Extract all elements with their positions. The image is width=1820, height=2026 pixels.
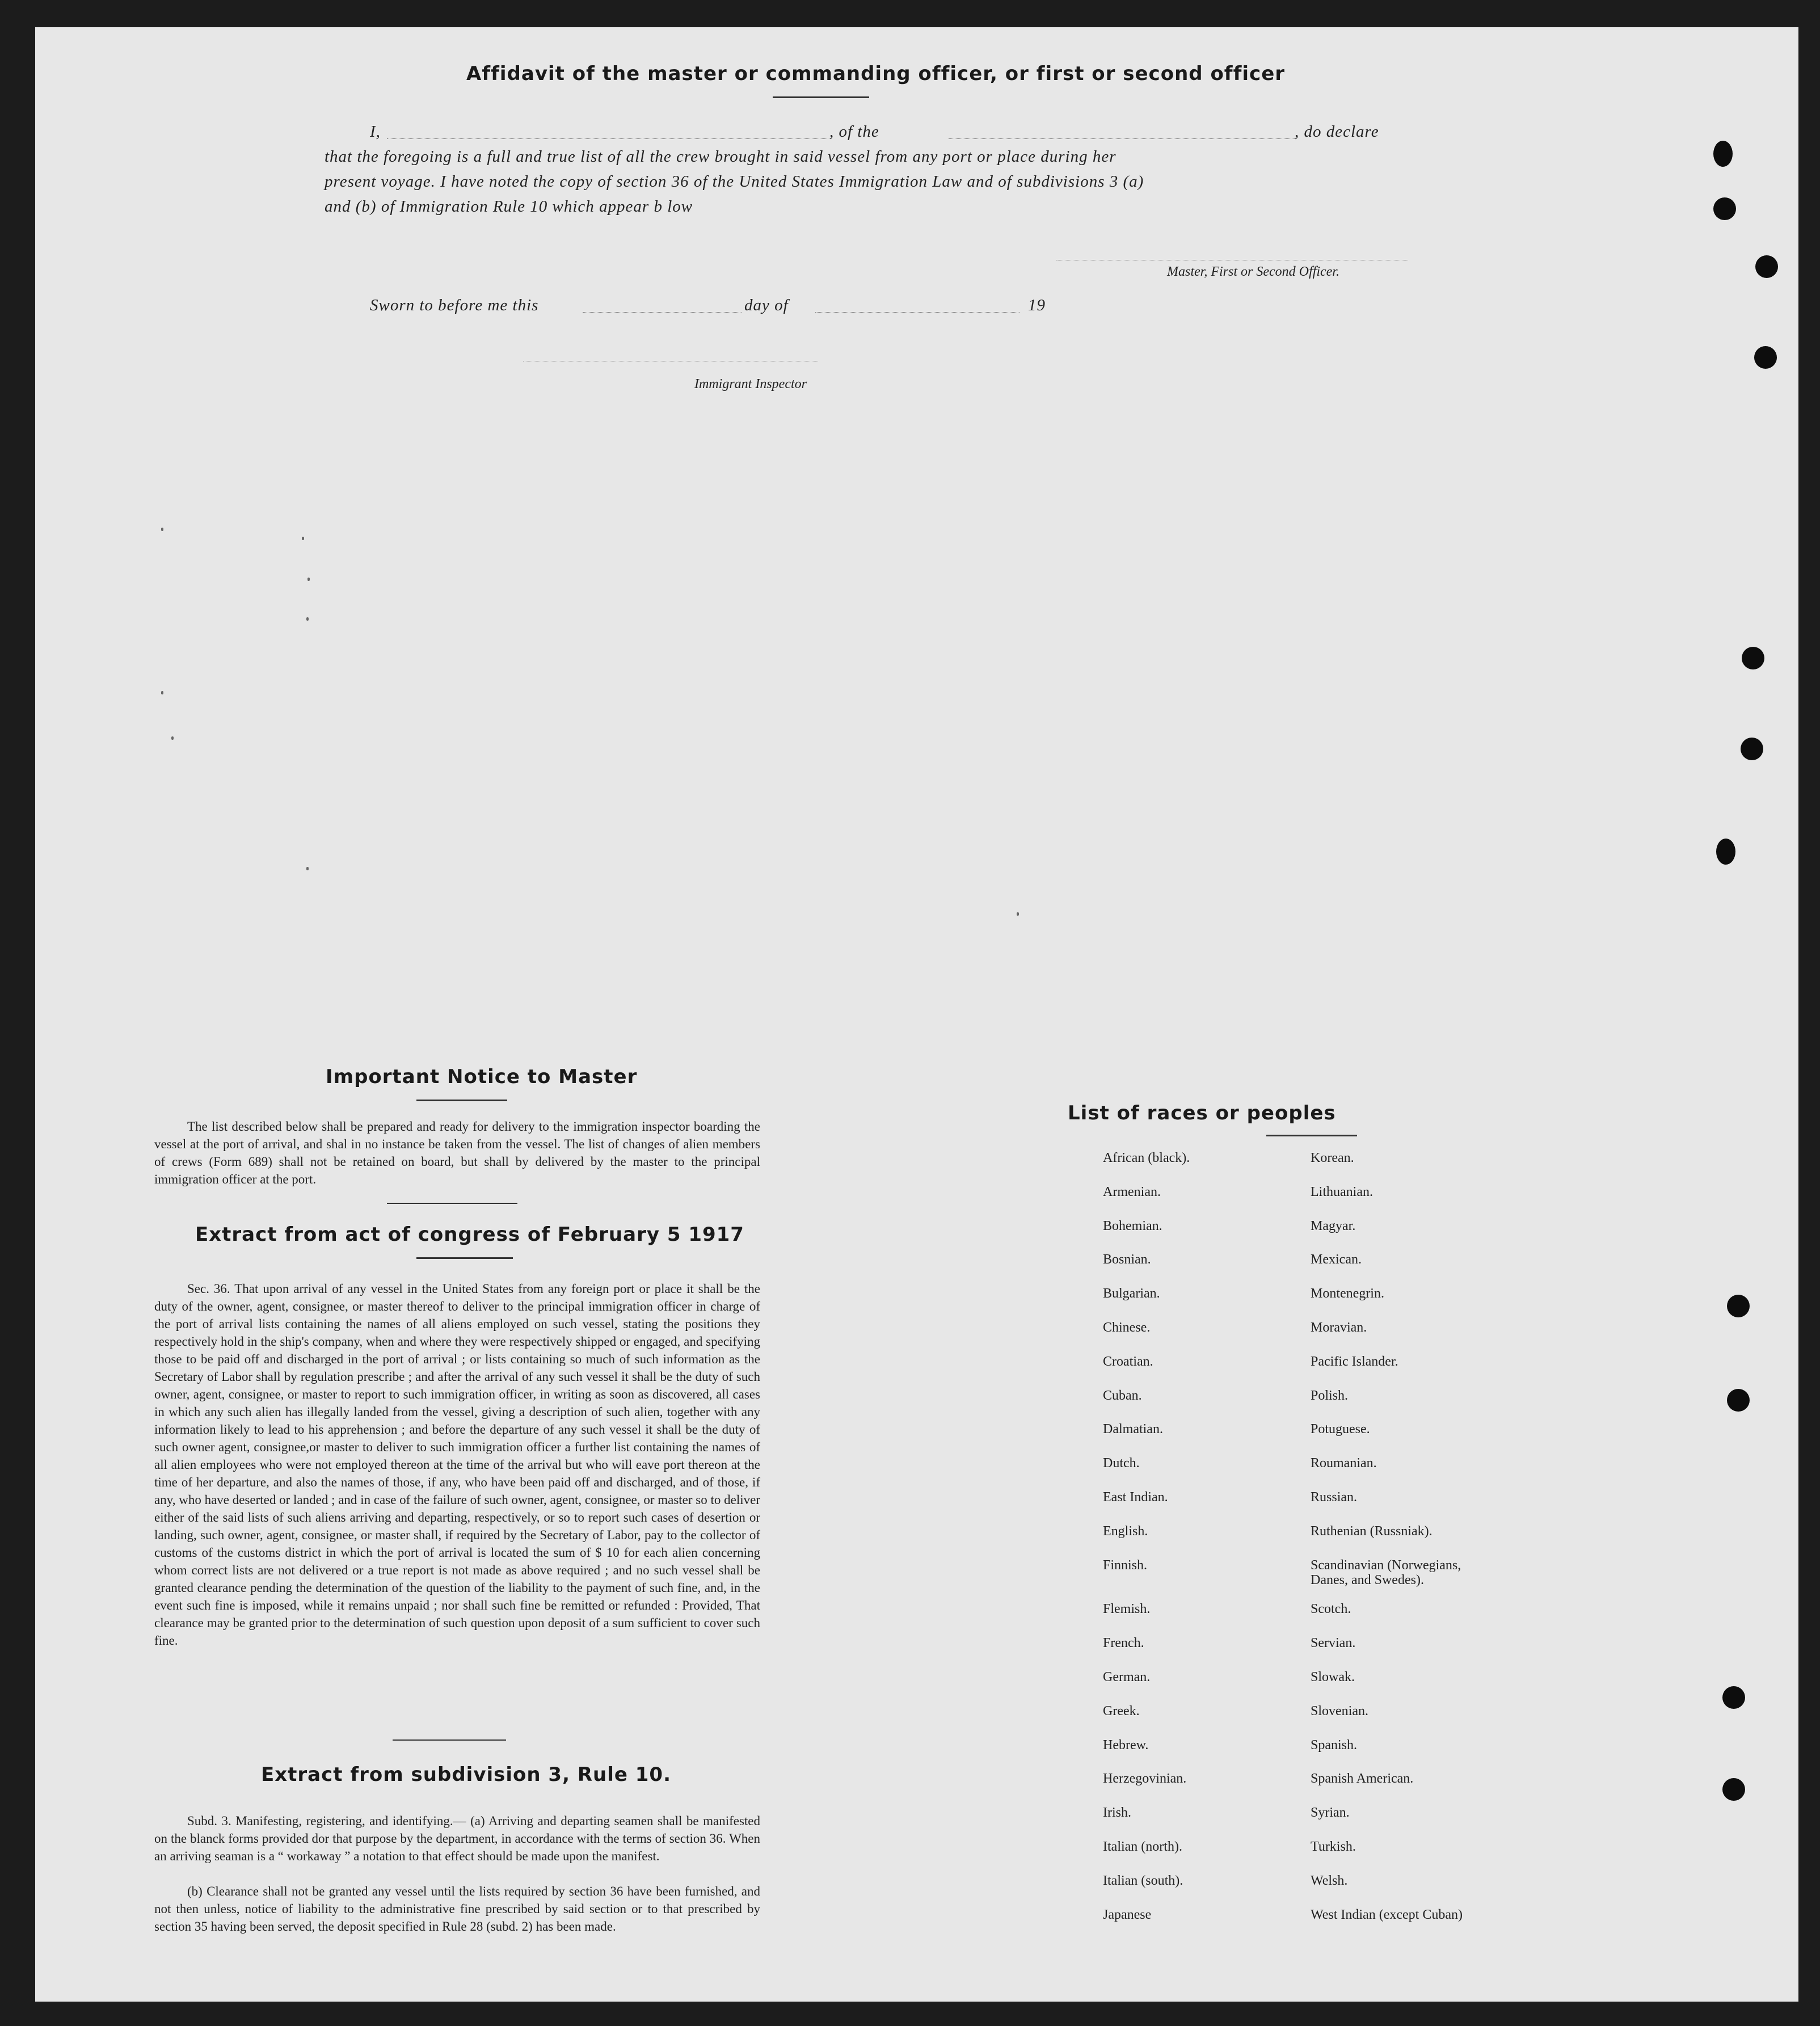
affidavit-of-label: , of the — [829, 123, 879, 141]
sworn-label: Sworn to before me this — [370, 296, 539, 314]
affidavit-title: Affidavit of the master or commanding officer, or first or second officer — [466, 62, 1286, 85]
race-item: Montenegrin. — [1311, 1286, 1384, 1301]
binder-hole — [1742, 647, 1764, 669]
race-item: Servian. — [1311, 1636, 1356, 1651]
race-item: African (black). — [1103, 1151, 1190, 1165]
affidavit-title-rule — [773, 96, 869, 98]
binder-hole — [1713, 197, 1736, 220]
rule10-title: Extract from subdivision 3, Rule 10. — [261, 1763, 672, 1786]
affidavit-line-4: and (b) of Immigration Rule 10 which appear b low — [325, 197, 693, 216]
sworn-day-blank[interactable] — [583, 312, 742, 313]
race-item: Mexican. — [1311, 1252, 1362, 1267]
race-item: Spanish American. — [1311, 1771, 1414, 1787]
race-item: Slovenian. — [1311, 1703, 1368, 1718]
binder-hole — [1727, 1389, 1750, 1412]
binder-hole — [1722, 1686, 1745, 1709]
column-dot — [306, 867, 309, 870]
race-item: Scandinavian (Norwegians, Danes, and Swedes). — [1311, 1557, 1461, 1587]
notice-separator — [387, 1203, 517, 1204]
affidavit-line-3: present voyage. I have noted the copy of section 36 of the United States Immigration Law and of subdivisions 3 (a) — [325, 172, 1144, 191]
race-item: Korean. — [1311, 1151, 1354, 1165]
document-sheet — [35, 27, 1798, 2002]
act-title: Extract from act of congress of February 5 1917 — [195, 1223, 744, 1246]
race-item: Chinese. — [1103, 1320, 1151, 1335]
race-item: Italian (north). — [1103, 1839, 1182, 1854]
notice-title-rule — [416, 1100, 507, 1101]
race-item: Polish. — [1311, 1388, 1349, 1403]
master-signature-label: Master, First or Second Officer. — [1167, 264, 1339, 279]
race-item: East Indian. — [1103, 1490, 1168, 1505]
race-item: Croatian. — [1103, 1354, 1153, 1369]
race-item: Greek. — [1103, 1703, 1140, 1718]
race-item: English. — [1103, 1523, 1148, 1539]
race-item: Japanese — [1103, 1907, 1152, 1922]
binder-hole — [1713, 141, 1733, 167]
column-dot — [306, 617, 309, 621]
name-blank[interactable] — [387, 138, 829, 139]
race-item: French. — [1103, 1636, 1144, 1651]
race-item: German. — [1103, 1670, 1151, 1684]
act-text: Sec. 36. That upon arrival of any vessel in the United States from any foreign port or place it shall be the duty of the owner, agent, consignee, or master thereof to deliver to the principal immigration officer in charge of the port of arrival lists containing the names of all aliens employed on such vessel, stating the positions they respectively hold in the ship's company, when and where they were respectively shipped or engaged, and specifying those to be paid off and discharged in the port of arrival ; or lists containing so much of such information as the Secretary of Labor shall by regulation prescribe ; and after the arrival of any such vessel it shall be the duty of such owner, agent, consignee, or master to report to such immigration officer, in writing as soon as discovered, all cases in which any such alien has illegally landed from the vessel, giving a description of such alien, together with any information likely to lead to his apprehension ; and before the departure of any such vessel it shall be the duty of such owner agent, consignee,or master to deliver to such immigration officer a further list containing the names of all alien employees who were not employed thereon at the time of the arrival but who will eave port thereon at the time of her departure, and also the names of those, if any, who have been paid off and discharged, and of those, if any, who have deserted or landed ; and in case of the failure of such owner, agent, consignee, or master so to deliver either of the said lists of such aliens arriving and departing, respectively, or so to report such cases of desertion or landing, such owner, agent, consignee, or master shall, if required by the Secretary of Labor, pay to the collector of customs of the customs district in which the port of arrival is located the sum of $ 10 for each alien concerning whom correct lists are not delivered or a true report is not made as above required ; and no such vessel shall be granted clearance pending the determination of the question of the liability to the payment of such fine, and, in the event such fine is imposed, while it remains unpaid ; nor shall such fine be remitted or refunded : Provided, That clearance may be granted prior to the determination of such question upon deposit of a sum sufficient to cover such fine. — [154, 1282, 760, 1648]
binder-hole — [1754, 346, 1777, 369]
race-item: Herzegovinian. — [1103, 1771, 1187, 1787]
race-item: Roumanian. — [1311, 1456, 1377, 1471]
race-item: Syrian. — [1311, 1805, 1350, 1821]
rule10-text-a: Subd. 3. Manifesting, registering, and identifying.— (a) Arriving and departing seamen shall be manifested on the blanck forms provided dor that purpose by the department, in accordance with the terms of section 36. When an arriving seaman is a “ workaway ” a notation to that effect should be made upon the manifest. — [154, 1814, 760, 1863]
column-dot — [161, 691, 163, 694]
affidavit-line-1 — [370, 123, 1448, 145]
races-title: List of races or peoples — [1068, 1102, 1336, 1124]
race-item: Bosnian. — [1103, 1252, 1151, 1267]
sworn-line — [370, 296, 1107, 319]
race-item: Bohemian. — [1103, 1218, 1162, 1233]
affidavit-i-label: I, — [370, 123, 381, 141]
binder-hole — [1741, 738, 1763, 760]
race-item: Armenian. — [1103, 1184, 1161, 1199]
race-item: Pacific Islander. — [1311, 1354, 1398, 1369]
column-dot — [302, 537, 304, 540]
race-item: Magyar. — [1311, 1218, 1356, 1233]
binder-hole — [1716, 839, 1735, 865]
act-separator — [393, 1739, 506, 1741]
act-title-rule — [416, 1257, 513, 1259]
race-item: Dalmatian. — [1103, 1422, 1163, 1437]
vessel-blank[interactable] — [949, 138, 1295, 139]
affidavit-line-2: that the foregoing is a full and true list of all the crew brought in said vessel from any port or place during her — [325, 148, 1117, 166]
race-item: Russian. — [1311, 1490, 1358, 1505]
notice-text: The list described below shall be prepared and ready for delivery to the immigration inspector boarding the vessel at the port of arrival, and shal in no instance be taken from the vessel. The list of changes of alien members of crews (Form 689) shall not be retained on board, but shall by delivered by the master to the principal immigration officer at the port. — [154, 1119, 760, 1186]
race-item: Dutch. — [1103, 1456, 1140, 1471]
binder-hole — [1727, 1295, 1750, 1317]
race-item: Spanish. — [1311, 1737, 1358, 1753]
race-item: Slowak. — [1311, 1670, 1355, 1684]
sworn-month-blank[interactable] — [815, 312, 1019, 313]
race-item: Potuguese. — [1311, 1422, 1370, 1437]
races-title-rule — [1266, 1135, 1357, 1136]
race-item: Lithuanian. — [1311, 1184, 1373, 1199]
inspector-label: Immigrant Inspector — [694, 377, 807, 391]
column-dot — [161, 528, 163, 531]
binder-hole — [1722, 1778, 1745, 1801]
race-item: Flemish. — [1103, 1602, 1151, 1617]
sworn-day-label: day of — [744, 296, 789, 314]
race-item: Italian (south). — [1103, 1873, 1183, 1888]
race-item: Welsh. — [1311, 1873, 1348, 1888]
column-dot — [307, 578, 310, 581]
affidavit-declare-label: , do declare — [1295, 123, 1379, 141]
race-item: Hebrew. — [1103, 1737, 1149, 1753]
race-item: Cuban. — [1103, 1388, 1142, 1403]
race-item: Ruthenian (Russniak). — [1311, 1523, 1433, 1539]
column-dot — [171, 736, 174, 740]
race-item: Turkish. — [1311, 1839, 1356, 1854]
race-item: West Indian (except Cuban) — [1311, 1907, 1463, 1922]
race-item: Bulgarian. — [1103, 1286, 1160, 1301]
sworn-year-label: 19 — [1028, 296, 1046, 314]
race-item: Scotch. — [1311, 1602, 1351, 1617]
notice-title: Important Notice to Master — [326, 1065, 638, 1088]
column-dot — [1017, 912, 1019, 916]
binder-hole — [1755, 255, 1778, 278]
race-item: Irish. — [1103, 1805, 1131, 1821]
race-item: Moravian. — [1311, 1320, 1367, 1335]
rule10-text-b: (b) Clearance shall not be granted any vessel until the lists required by section 36 have been furnished, and not then unless, notice of liability to the administrative fine prescribed by said section or to that prescribed by section 35 having been served, the deposit specified in Rule 28 (subd. 2) has been made. — [154, 1884, 760, 1934]
race-item: Finnish. — [1103, 1557, 1148, 1573]
